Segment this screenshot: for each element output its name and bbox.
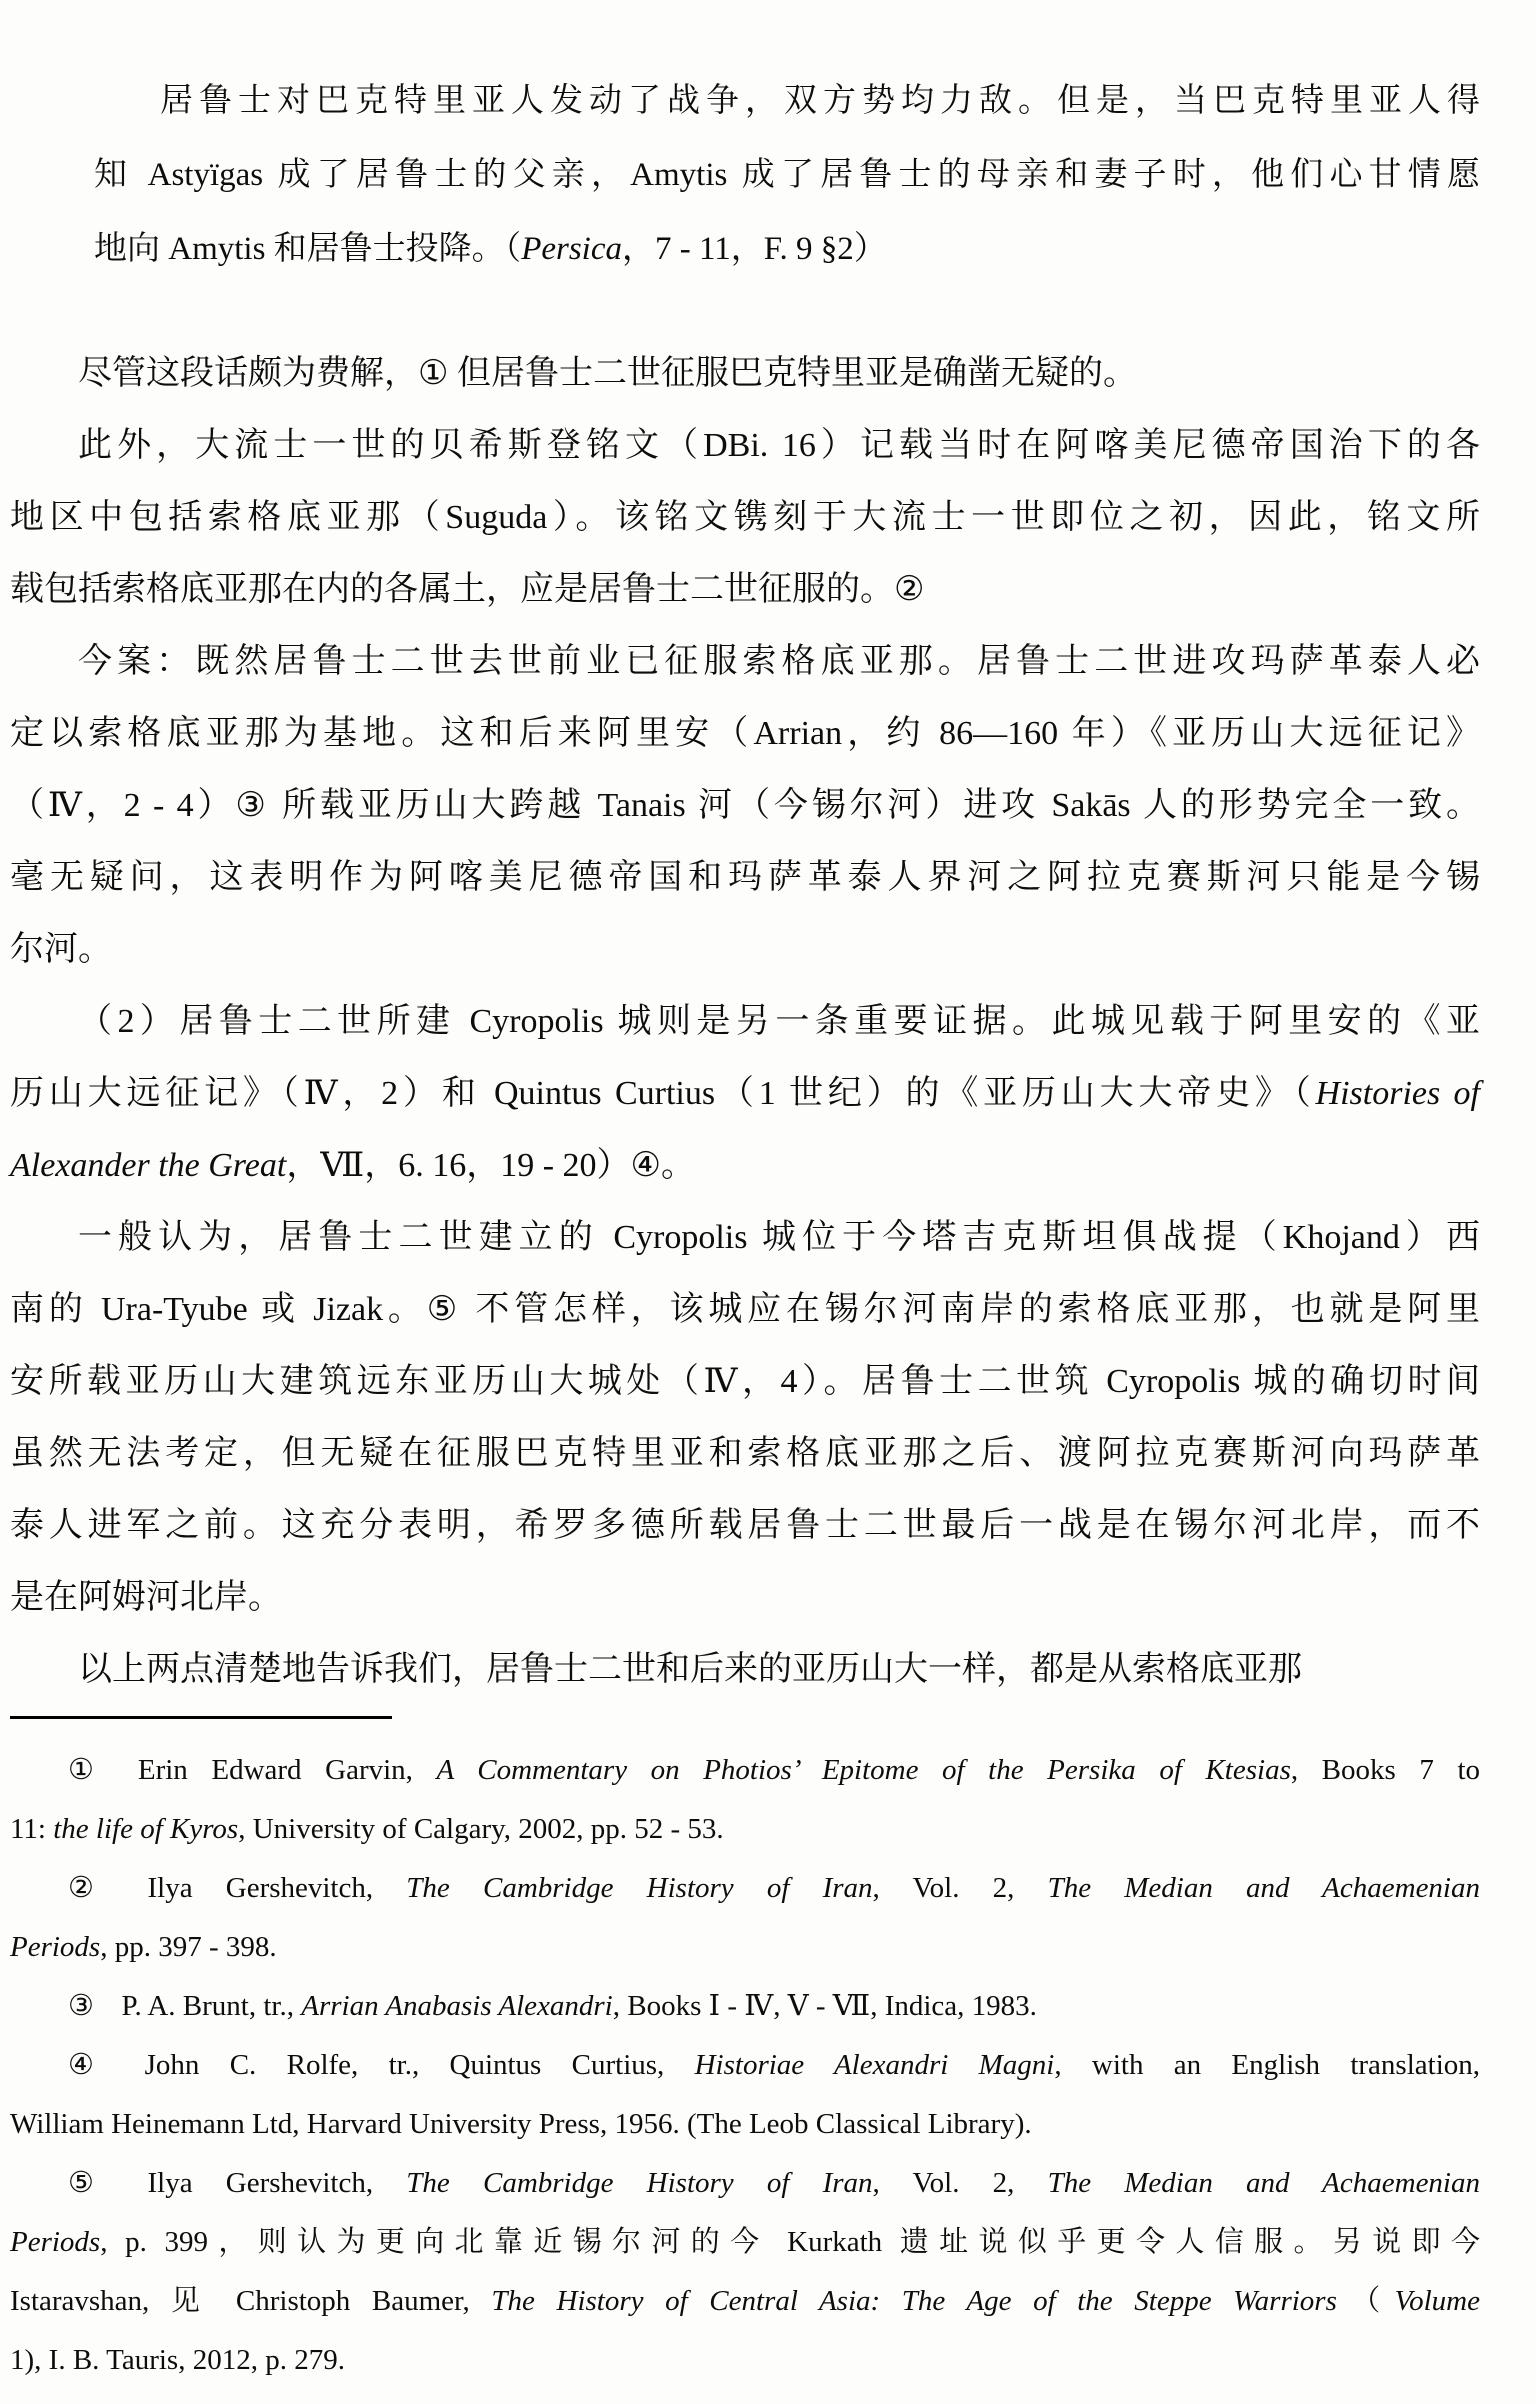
- body-paragraph: [10, 986, 1480, 1202]
- footnote-marker: ④: [68, 2049, 118, 2081]
- body-paragraph: [10, 1202, 1480, 1634]
- text-segment: 毫无疑问，这表明作为阿喀美尼德帝国和玛萨革泰人界河之阿拉克赛斯河只能是今锡: [10, 859, 1480, 896]
- text-line: [10, 2095, 1480, 2154]
- text-line: [10, 2272, 1480, 2331]
- text-line: [10, 410, 1480, 482]
- text-segment: 尽管这段话颇为费解，① 但居鲁士二世征服巴克特里亚是确凿无疑的。: [78, 355, 1137, 392]
- text-line: [10, 1418, 1480, 1490]
- text-segment: 今案：既然居鲁士二世去世前业已征服索格底亚那。居鲁士二世进攻玛萨革泰人必: [78, 643, 1480, 680]
- text-segment: , Vol. 2,: [872, 1872, 1048, 1904]
- text-line: [94, 212, 1480, 286]
- text-segment: 11:: [10, 1813, 54, 1845]
- text-line: [10, 1058, 1480, 1130]
- text-segment: 地区中包括索格底亚那（Suguda）。该铭文镌刻于大流士一世即位之初，因此，铭文所: [10, 499, 1480, 536]
- quote-block: [94, 64, 1480, 286]
- text-line: [94, 138, 1480, 212]
- text-segment: , University of Calgary, 2002, pp. 52 - 53.: [238, 1813, 724, 1845]
- text-segment: 泰人进军之前。这充分表明，希罗多德所载居鲁士二世最后一战是在锡尔河北岸，而不: [10, 1507, 1480, 1544]
- text-line: [10, 1977, 1480, 2036]
- text-segment: Istaravshan, 见 Christoph Baumer,: [10, 2285, 492, 2317]
- text-segment: , Books Ⅰ - Ⅳ, Ⅴ - Ⅶ, Indica, 1983.: [612, 1990, 1037, 2022]
- footnote-marker: ①: [68, 1754, 111, 1786]
- text-segment: （Ⅳ，2 - 4）③ 所载亚历山大跨越 Tanais 河（今锡尔河）进攻 Sakās 人的形势完全一致。: [10, 787, 1480, 824]
- text-segment: ，Ⅶ，6. 16，19 - 20）④。: [286, 1147, 696, 1184]
- text-line: [10, 698, 1480, 770]
- text-line: [10, 2154, 1480, 2213]
- text-line: [10, 2213, 1480, 2272]
- text-line: [10, 1562, 1480, 1634]
- text-segment: 是在阿姆河北岸。: [10, 1579, 282, 1616]
- text-segment: 知 Astyïgas 成了居鲁士的父亲，Amytis 成了居鲁士的母亲和妻子时，他们心甘情愿: [94, 157, 1480, 193]
- text-segment: , p. 399，则认为更向北靠近锡尔河的今 Kurkath 遗址说似乎更令人信服。另说即今: [100, 2226, 1480, 2258]
- text-segment: Periods: [10, 2226, 101, 2258]
- text-segment: 一般认为，居鲁士二世建立的 Cyropolis 城位于今塔吉克斯坦俱战提（Khojand）西: [78, 1219, 1480, 1256]
- text-segment: Histories of: [1315, 1075, 1480, 1112]
- text-segment: , Vol. 2,: [872, 2167, 1048, 2199]
- text-segment: The Median and Achaemenian: [1047, 1872, 1480, 1904]
- text-line: [10, 1202, 1480, 1274]
- text-segment: 以上两点清楚地告诉我们，居鲁士二世和后来的亚历山大一样，都是从索格底亚那: [78, 1651, 1302, 1688]
- text-segment: 南的 Ura-Tyube 或 Jizak。⑤ 不管怎样，该城应在锡尔河南岸的索格底亚那，也就是阿里: [10, 1291, 1480, 1328]
- body-paragraph: [10, 338, 1480, 410]
- text-segment: , Books 7 to: [1290, 1754, 1481, 1786]
- text-segment: （2）居鲁士二世所建 Cyropolis 城则是另一条重要证据。此城见载于阿里安的《亚: [78, 1003, 1480, 1040]
- text-line: [10, 842, 1480, 914]
- text-segment: P. A. Brunt, tr.,: [121, 1990, 302, 2022]
- body-paragraph: [10, 410, 1480, 626]
- footnote: [10, 1741, 1480, 1859]
- body-paragraph: [10, 1634, 1480, 1706]
- text-segment: Alexander the Great: [10, 1147, 287, 1184]
- text-line: [10, 1274, 1480, 1346]
- text-line: [10, 770, 1480, 842]
- text-segment: 此外，大流士一世的贝希斯登铭文（DBi. 16）记载当时在阿喀美尼德帝国治下的各: [78, 427, 1480, 464]
- text-line: [10, 986, 1480, 1058]
- text-segment: （: [1336, 2285, 1395, 2317]
- quote-paragraph: [94, 64, 1480, 286]
- text-segment: William Heinemann Ltd, Harvard University Press, 1956. (The Leob Classical Library).: [10, 2108, 1032, 2140]
- body-paragraph: [10, 626, 1480, 986]
- footnote: [10, 1977, 1480, 2036]
- text-segment: 历山大远征记》（Ⅳ，2）和 Quintus Curtius（1 世纪）的《亚历山大大帝史》（: [10, 1075, 1316, 1112]
- text-line: [10, 1130, 1480, 1202]
- text-segment: Arrian Anabasis Alexandri: [301, 1990, 613, 2022]
- text-segment: Persica: [521, 231, 622, 267]
- text-segment: , pp. 397 - 398.: [100, 1931, 277, 1963]
- footnotes: [10, 1741, 1480, 2390]
- text-segment: , with an English translation,: [1054, 2049, 1481, 2081]
- text-line: [10, 1490, 1480, 1562]
- text-segment: 虽然无法考定，但无疑在征服巴克特里亚和索格底亚那之后、渡阿拉克赛斯河向玛萨革: [10, 1435, 1480, 1472]
- text-segment: 安所载亚历山大建筑远东亚历山大城处（Ⅳ，4）。居鲁士二世筑 Cyropolis 城的确切时间: [10, 1363, 1480, 1400]
- footnote-marker: ⑤: [68, 2167, 120, 2199]
- footnote-marker: ③: [68, 1990, 94, 2022]
- text-segment: The Cambridge History of Iran: [406, 2167, 873, 2199]
- text-line: [10, 914, 1480, 986]
- text-segment: Erin Edward Garvin,: [137, 1754, 437, 1786]
- text-line: [10, 1741, 1480, 1800]
- footnote-separator: [10, 1716, 392, 1719]
- text-line: [10, 554, 1480, 626]
- text-segment: ，7 - 11，F. 9 §2）: [622, 231, 887, 267]
- text-segment: 尔河。: [10, 931, 112, 968]
- text-line: [10, 626, 1480, 698]
- text-segment: John C. Rolfe, tr., Quintus Curtius,: [144, 2049, 695, 2081]
- text-line: [10, 1918, 1480, 1977]
- footnote-marker: ②: [68, 1872, 120, 1904]
- text-segment: Ilya Gershevitch,: [147, 2167, 407, 2199]
- text-line: [10, 2036, 1480, 2095]
- text-segment: The Cambridge History of Iran: [406, 1872, 873, 1904]
- text-line: [94, 64, 1480, 138]
- text-line: [10, 2331, 1480, 2390]
- text-segment: The Median and Achaemenian: [1047, 2167, 1480, 2199]
- footnote: [10, 2036, 1480, 2154]
- text-segment: Ilya Gershevitch,: [147, 1872, 407, 1904]
- text-line: [10, 1859, 1480, 1918]
- text-segment: Volume: [1394, 2285, 1480, 2317]
- text-line: [10, 1634, 1480, 1706]
- body-text: [10, 338, 1480, 1706]
- text-segment: Periods: [10, 1931, 101, 1963]
- text-segment: Historiae Alexandri Magni: [694, 2049, 1055, 2081]
- text-line: [10, 482, 1480, 554]
- text-segment: The History of Central Asia: The Age of the Steppe Warriors: [491, 2285, 1337, 2317]
- text-segment: A Commentary on Photios’ Epitome of the Persika of Ktesias: [436, 1754, 1291, 1786]
- text-line: [10, 1346, 1480, 1418]
- text-segment: the life of Kyros: [53, 1813, 239, 1845]
- text-segment: 载包括索格底亚那在内的各属土，应是居鲁士二世征服的。②: [10, 571, 925, 608]
- text-line: [10, 338, 1480, 410]
- footnote: [10, 2154, 1480, 2390]
- text-segment: 居鲁士对巴克特里亚人发动了战争，双方势均力敌。但是，当巴克特里亚人得: [160, 83, 1480, 119]
- text-segment: 地向 Amytis 和居鲁士投降。（: [94, 231, 522, 267]
- footnote: [10, 1859, 1480, 1977]
- text-line: [10, 1800, 1480, 1859]
- text-segment: 1), I. B. Tauris, 2012, p. 279.: [10, 2344, 345, 2376]
- text-segment: 定以索格底亚那为基地。这和后来阿里安（Arrian，约 86—160 年）《亚历山大远征记》: [10, 715, 1480, 752]
